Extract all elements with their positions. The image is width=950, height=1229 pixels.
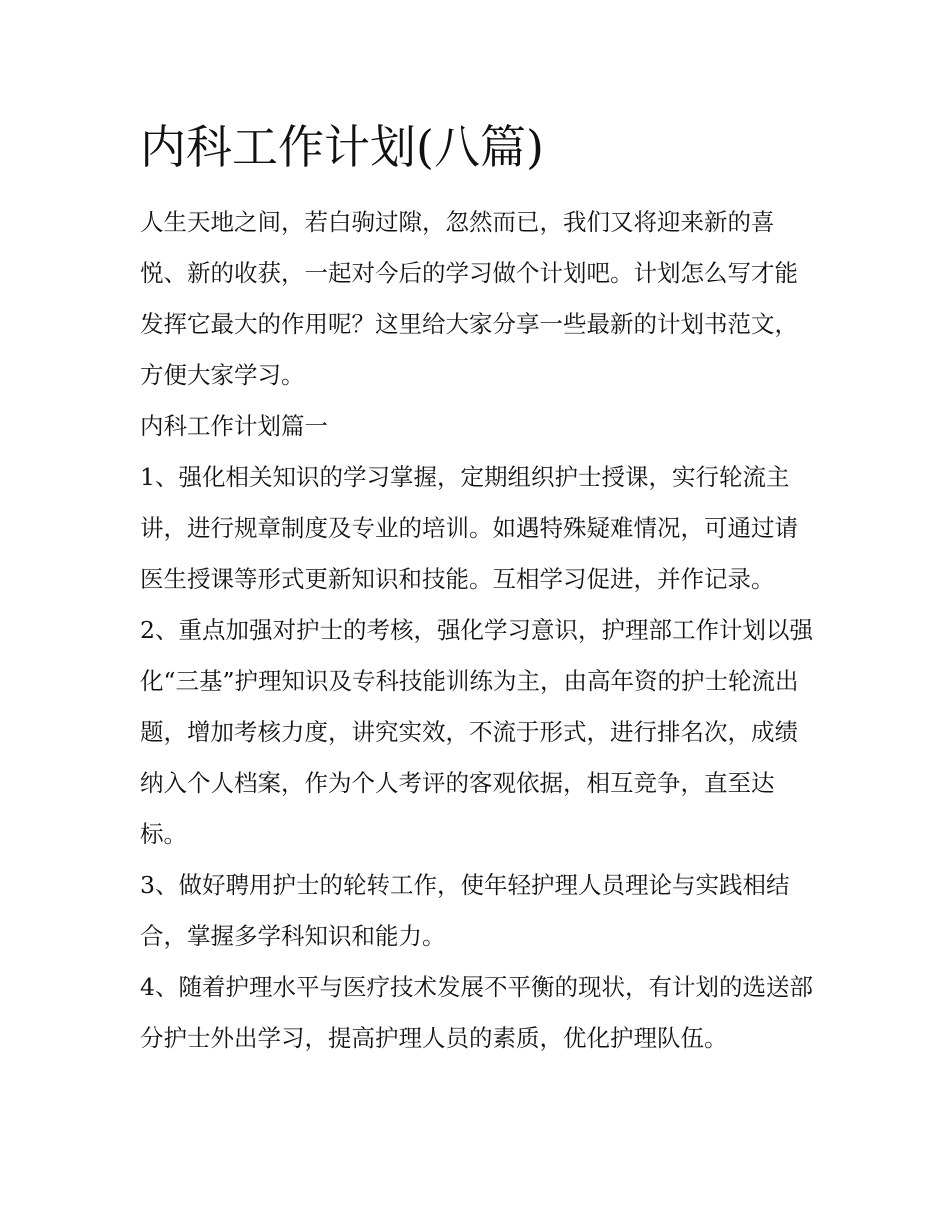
list-item: 2、重点加强对护士的考核，强化学习意识，护理部工作计划以强化“三基”护理知识及专科技能训练为主，由高年资的护士轮流出题，增加考核力度，讲究实效，不流于形式，进行排名次，成绩纳入个人档案，作为个人考评的客观依据，相互竞争，直至达标。 xyxy=(140,616,813,848)
document-body xyxy=(140,197,820,1064)
list-item: 1、强化相关知识的学习掌握，定期组织护士授课，实行轮流主讲，进行规章制度及专业的培训。如遇特殊疑难情况，可通过请医生授课等形式更新知识和技能。互相学习促进，并作记录。 xyxy=(140,463,798,593)
section-heading: 内科工作计划篇一 xyxy=(140,412,328,440)
intro-paragraph: 人生天地之间，若白驹过隙，忽然而已，我们又将迎来新的喜悦、新的收获，一起对今后的学习做个计划吧。计划怎么写才能发挥它最大的作用呢？这里给大家分享一些最新的计划书范文，方便大家学习。 xyxy=(140,208,798,389)
document-title: 内科工作计划(八篇) xyxy=(140,120,544,174)
list-item: 4、随着护理水平与医疗技术发展不平衡的现状，有计划的选送部分护士外出学习，提高护理人员的素质，优化护理队伍。 xyxy=(140,973,813,1052)
list-item: 3、做好聘用护士的轮转工作，使年轻护理人员理论与实践相结合，掌握多学科知识和能力。 xyxy=(140,871,790,950)
